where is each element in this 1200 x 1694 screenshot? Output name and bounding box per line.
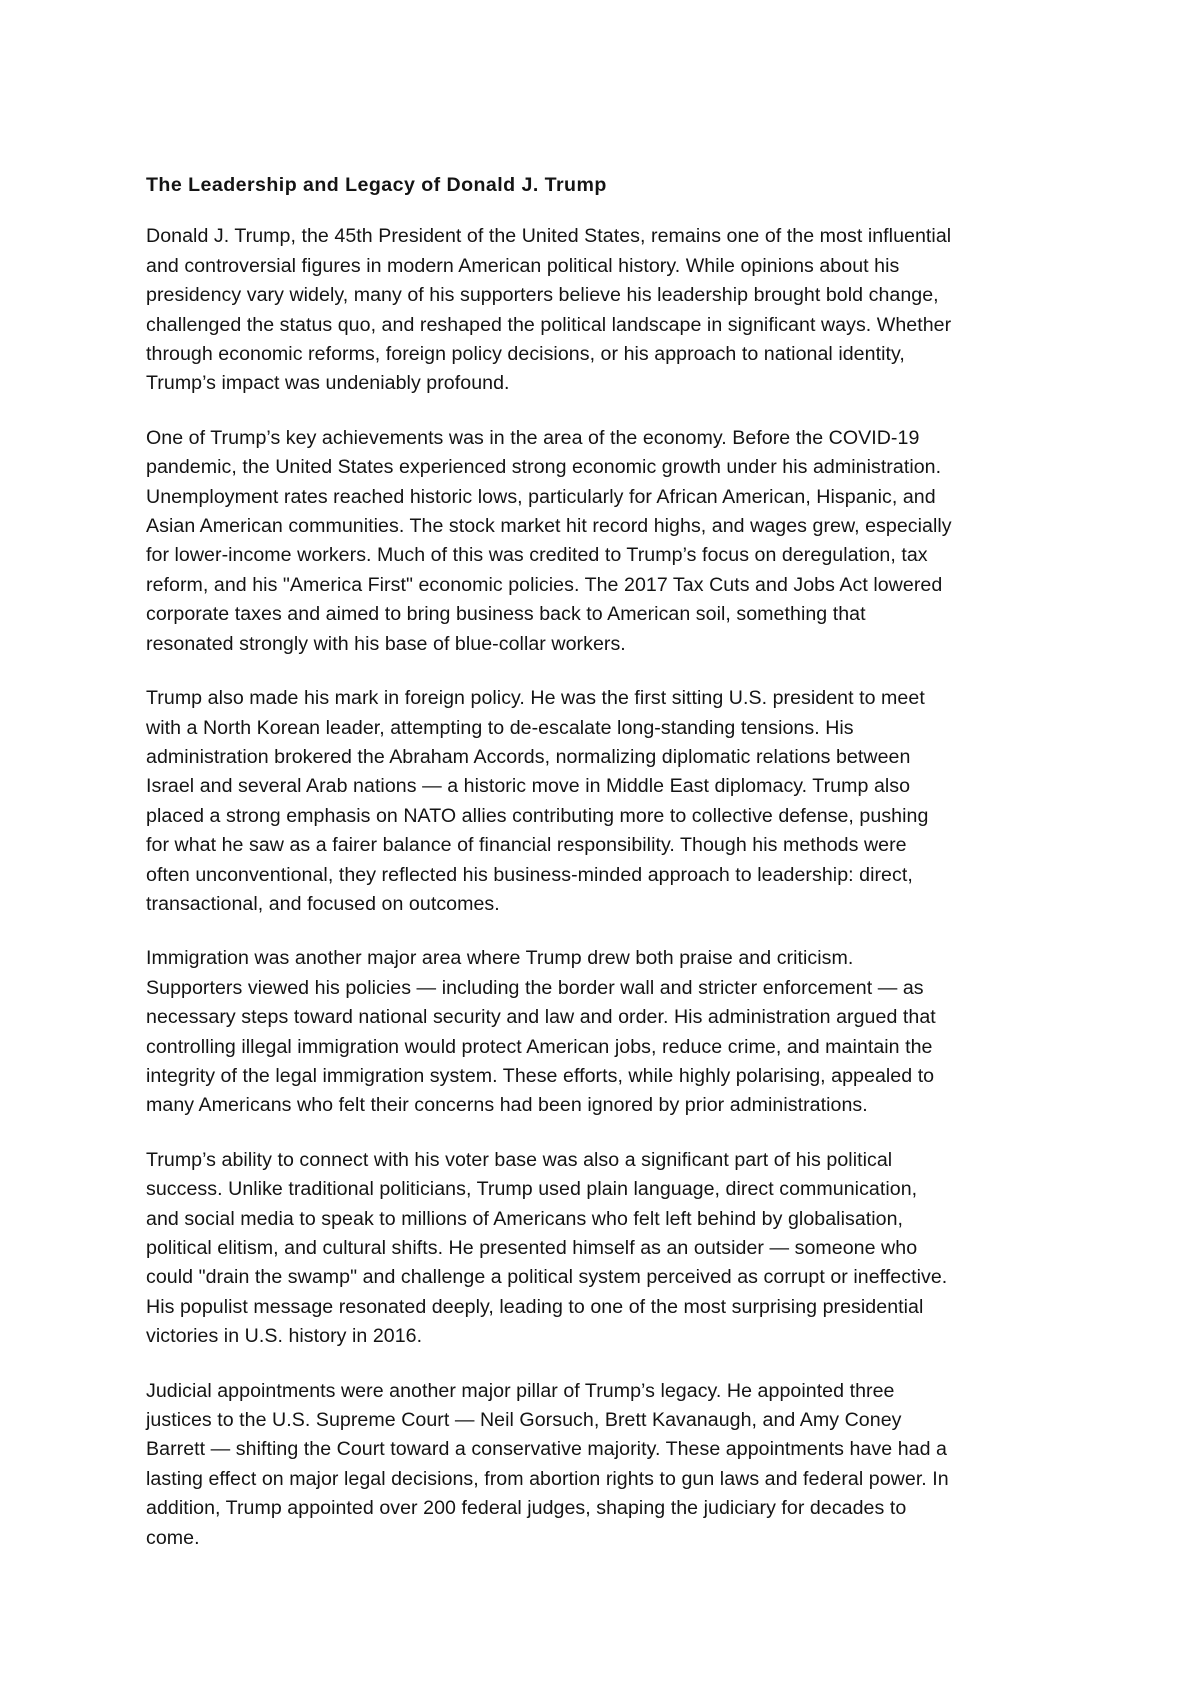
paragraph-economy: One of Trump’s key achievements was in the area of the economy. Before the COVID-19 pandemic, the United States experienced strong economic growth under his administration. Unemployment rates reached historic lows, particularly for African American, Hispanic, and Asian American communities. The stock market hit record highs, and wages grew, especially for lower-income workers. Much of this was credited to Trump’s focus on deregulation, tax reform, and his "America First" economic policies. The 2017 Tax Cuts and Jobs Act lowered corporate taxes and aimed to bring business back to American soil, something that resonated strongly with his base of blue-collar workers. xyxy=(146,426,952,655)
paragraph-immigration: Immigration was another major area where Trump drew both praise and criticism. Supporters viewed his policies — including the border wall and stricter enforcement — as necessary steps toward national security and law and order. His administration argued that controlling illegal immigration would protect American jobs, reduce crime, and maintain the integrity of the legal immigration system. These efforts, while highly polarising, appealed to many Americans who felt their concerns had been ignored by prior administrations. xyxy=(146,947,936,1117)
paragraph-judicial-appointments: Judicial appointments were another major pillar of Trump’s legacy. He appointed three justices to the U.S. Supreme Court — Neil Gorsuch, Brett Kavanaugh, and Amy Coney Barrett — shifting the Court toward a conservative majority. These appointments have had a lasting effect on major legal decisions, from abortion rights to gun laws and federal power. In addition, Trump appointed over 200 federal judges, shaping the judiciary for decades to come. xyxy=(146,1379,949,1549)
paragraph-introduction: Donald J. Trump, the 45th President of the United States, remains one of the most influential and controversial figures in modern American political history. While opinions about his presidency vary widely, many of his supporters believe his leadership brought bold change, challenged the status quo, and reshaped the political landscape in significant ways. Whether through economic reforms, foreign policy decisions, or his approach to national identity, Trump’s impact was undeniably profound. xyxy=(146,225,952,395)
document-title: The Leadership and Legacy of Donald J. Trump xyxy=(146,174,607,196)
document-body xyxy=(146,171,1066,1578)
paragraph-voter-base: Trump’s ability to connect with his voter base was also a significant part of his political success. Unlike traditional politicians, Trump used plain language, direct communication, and social media to speak to millions of Americans who felt left behind by globalisation, political elitism, and cultural shifts. He presented himself as an outsider — someone who could "drain the swamp" and challenge a political system perceived as corrupt or ineffective. His populist message resonated deeply, leading to one of the most surprising presidential victories in U.S. history in 2016. xyxy=(146,1148,948,1348)
paragraph-foreign-policy: Trump also made his mark in foreign policy. He was the first sitting U.S. president to meet with a North Korean leader, attempting to de-escalate long-standing tensions. His administration brokered the Abraham Accords, normalizing diplomatic relations between Israel and several Arab nations — a historic move in Middle East diplomacy. Trump also placed a strong emphasis on NATO allies contributing more to collective defense, pushing for what he saw as a fairer balance of financial responsibility. Though his methods were often unconventional, they reflected his business-minded approach to leadership: direct, transactional, and focused on outcomes. xyxy=(146,687,929,915)
